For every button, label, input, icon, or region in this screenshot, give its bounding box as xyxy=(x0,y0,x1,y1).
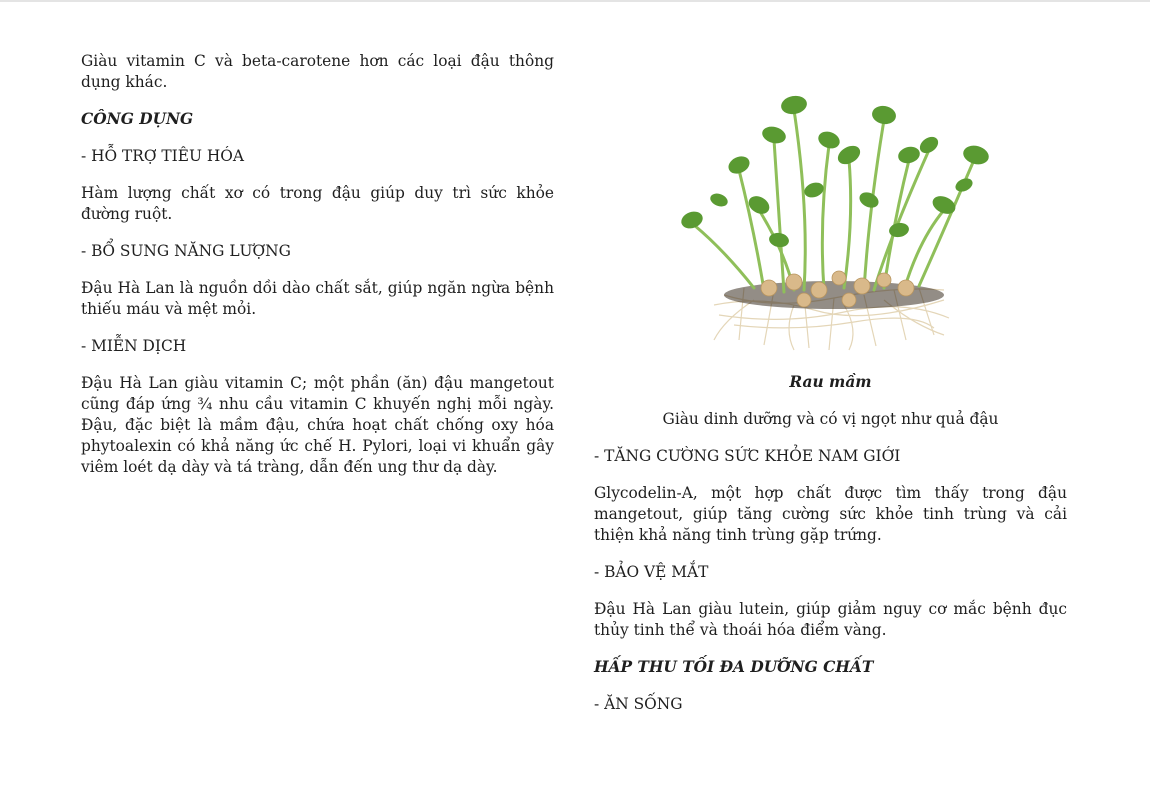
pea-sprouts-image xyxy=(644,50,1020,355)
eyes-text: Đậu Hà Lan giàu lutein, giúp giảm nguy cơ mắc bệnh đục thủy tinh thể và thoái hóa điểm vàng. xyxy=(594,600,1067,639)
figure-caption-text: Giàu dinh dưỡng và có vị ngọt như quả đậu xyxy=(662,410,999,428)
heading-uses: CÔNG DỤNG xyxy=(81,110,194,128)
figure-caption-title: Rau mầm xyxy=(789,373,872,391)
digestion-title: - HỖ TRỢ TIÊU HÓA xyxy=(81,147,244,165)
intro-paragraph: Giàu vitamin C và beta-carotene hơn các loại đậu thông dụng khác. xyxy=(81,52,554,91)
eyes-title: - BẢO VỆ MẮT xyxy=(594,563,709,581)
left-column xyxy=(81,51,554,478)
immunity-title: - MIỄN DỊCH xyxy=(81,337,187,355)
heading-absorb: HẤP THU TỐI ĐA DƯỠNG CHẤT xyxy=(594,658,874,676)
men-health-text: Glycodelin-A, một hợp chất được tìm thấy trong đậu mangetout, giúp tăng cường sức khỏe tinh trùng và cải thiện khả năng tinh trùng gặp trứng. xyxy=(594,484,1067,544)
energy-text: Đậu Hà Lan là nguồn dồi dào chất sắt, giúp ngăn ngừa bệnh thiếu máu và mệt mỏi. xyxy=(81,279,554,318)
men-health-title: - TĂNG CƯỜNG SỨC KHỎE NAM GIỚI xyxy=(594,447,901,465)
immunity-text: Đậu Hà Lan giàu vitamin C; một phần (ăn) đậu mangetout cũng đáp ứng ¾ nhu cầu vitamin C khuyến nghị mỗi ngày. Đậu, đặc biệt là mầm đậu, chứa hoạt chất chống oxy hóa phytoalexin có khả năng ức chế H. Pylori, loại vi khuẩn gây viêm loét dạ dày và tá tràng, dẫn đến ung thư dạ dày. xyxy=(81,374,554,476)
top-rule xyxy=(0,0,1150,2)
right-column xyxy=(594,446,1067,715)
raw-title: - ĂN SỐNG xyxy=(594,695,683,713)
digestion-text: Hàm lượng chất xơ có trong đậu giúp duy trì sức khỏe đường ruột. xyxy=(81,184,554,223)
pea-sprouts-illustration xyxy=(644,50,1020,355)
energy-title: - BỔ SUNG NĂNG LƯỢNG xyxy=(81,242,291,260)
